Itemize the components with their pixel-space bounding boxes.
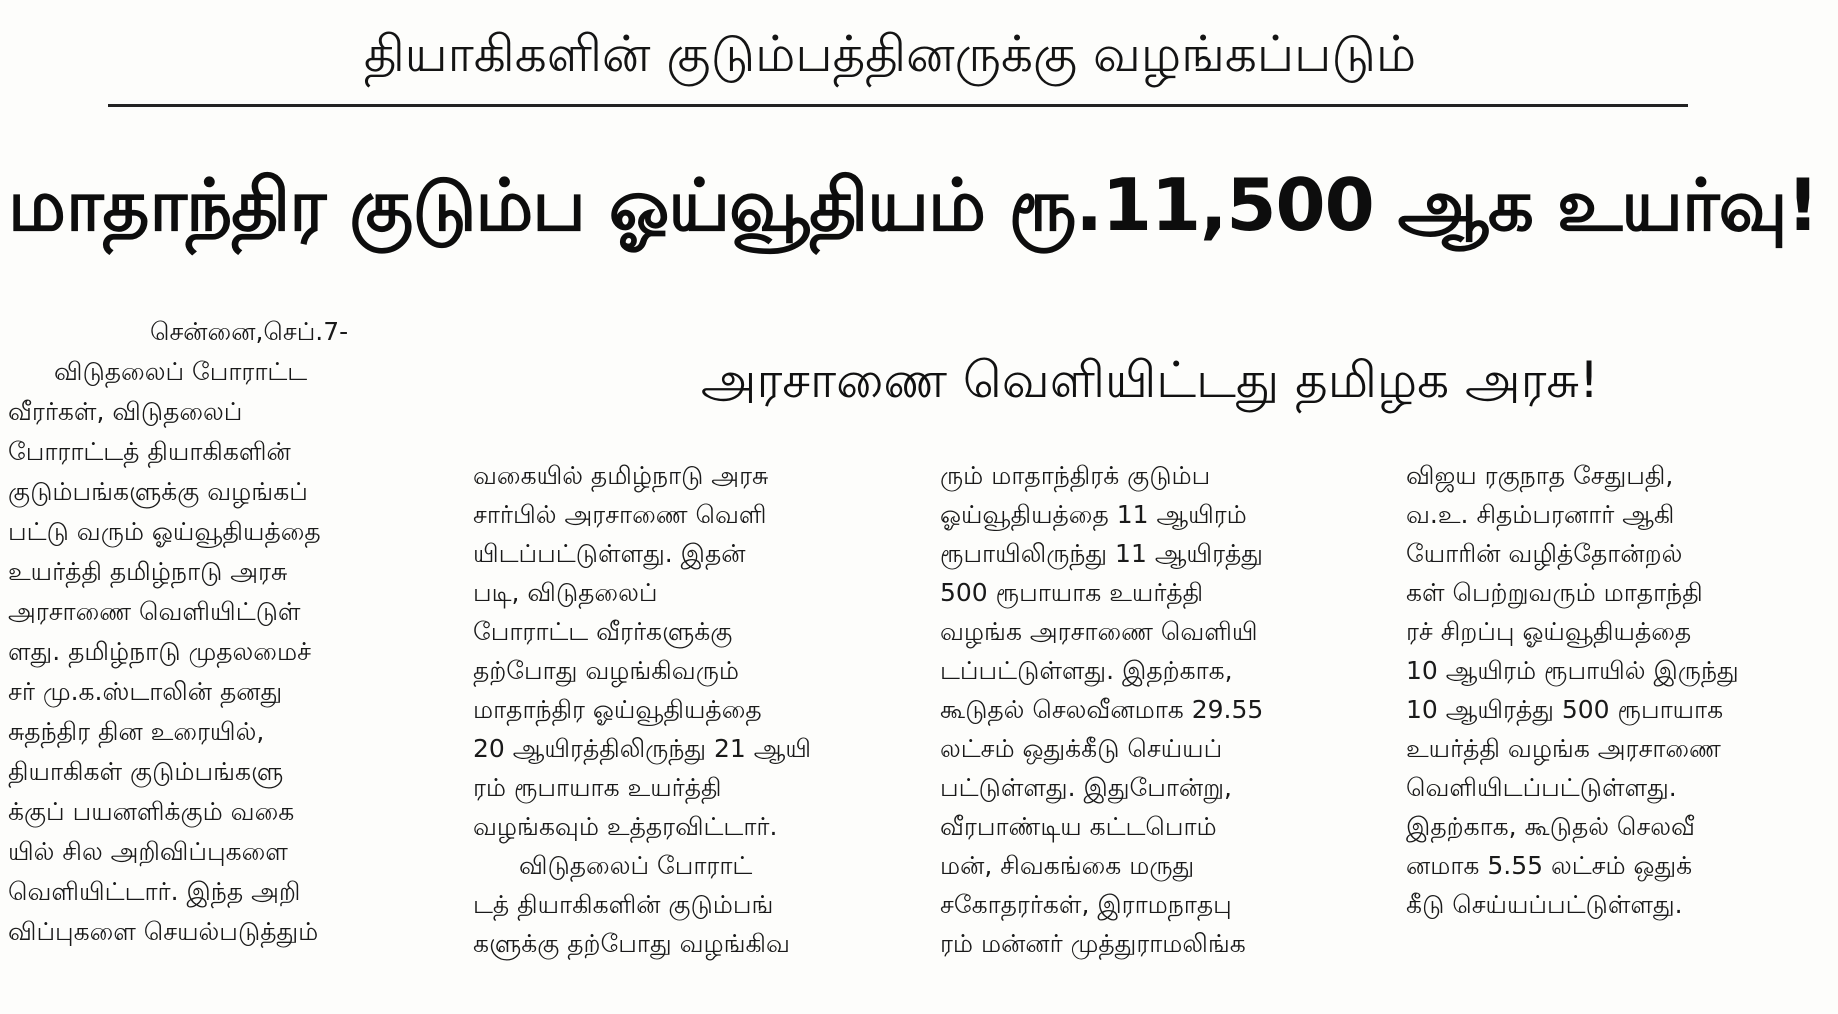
column-line: தியாகிகள் குடும்பங்களு <box>8 757 284 786</box>
article-column-2 <box>473 456 905 963</box>
column-line: வீரர்கள், விடுதலைப் <box>8 397 243 426</box>
column-line: கள் பெற்றுவரும் மாதாந்தி <box>1406 578 1703 607</box>
column-line: பட்டுள்ளது. இதுபோன்று, <box>940 773 1233 802</box>
kicker-underline <box>108 104 1688 107</box>
column-line: யோரின் வழித்தோன்றல் <box>1406 539 1683 568</box>
column-line: ரம் மன்னர் முத்துராமலிங்க <box>940 929 1246 958</box>
column-line: மாதாந்திர ஓய்வூதியத்தை <box>473 695 762 724</box>
column-line: 10 ஆயிரம் ரூபாயில் இருந்து <box>1406 656 1739 685</box>
column-line: ஓய்வூதியத்தை 11 ஆயிரம் <box>940 500 1247 529</box>
column-line: சர் மு.க.ஸ்டாலின் தனது <box>8 677 283 706</box>
column-line: கீடு செய்யப்பட்டுள்ளது. <box>1406 890 1683 919</box>
article-column-1 <box>8 352 440 952</box>
column-line: விடுதலைப் போராட்ட <box>54 357 308 386</box>
column-line: குடும்பங்களுக்கு வழங்கப் <box>8 477 308 506</box>
main-headline: மாதாந்திர குடும்ப ஓய்வூதியம் ரூ.11,500 ஆக உயர்வு! <box>8 163 1819 247</box>
column-line: க்குப் பயனளிக்கும் வகை <box>8 797 295 826</box>
column-line: அரசாணை வெளியிட்டுள் <box>8 597 301 626</box>
article-column-3 <box>940 456 1372 963</box>
column-line: னமாக 5.55 லட்சம் ஒதுக் <box>1406 851 1693 880</box>
column-line: வெளியிட்டார். இந்த அறி <box>8 877 301 906</box>
article-column-4 <box>1406 456 1838 924</box>
column-line: படி, விடுதலைப் <box>473 578 658 607</box>
dateline: சென்னை,செப்.7- <box>150 317 349 346</box>
column-line: போராட்டத் தியாகிகளின் <box>8 437 291 466</box>
column-line: 20 ஆயிரத்திலிருந்து 21 ஆயி <box>473 734 812 763</box>
column-line: ரும் மாதாந்திரக் குடும்ப <box>940 461 1211 490</box>
column-line: ளது. தமிழ்நாடு முதலமைச் <box>8 637 311 666</box>
column-line: இதற்காக, கூடுதல் செலவீ <box>1406 812 1695 841</box>
column-line: 10 ஆயிரத்து 500 ரூபாயாக <box>1406 695 1724 724</box>
kicker-headline: தியாகிகளின் குடும்பத்தினருக்கு வழங்கப்படும் <box>363 25 1417 83</box>
column-line: பட்டு வரும் ஓய்வூதியத்தை <box>8 517 321 546</box>
column-line: டப்பட்டுள்ளது. இதற்காக, <box>940 656 1233 685</box>
column-line: கூடுதல் செலவீனமாக 29.55 <box>940 695 1264 724</box>
column-line: ரூபாயிலிருந்து 11 ஆயிரத்து <box>940 539 1263 568</box>
sub-headline: அரசாணை வெளியிட்டது தமிழக அரசு! <box>700 351 1600 409</box>
column-line: சகோதரர்கள், இராமநாதபு <box>940 890 1232 919</box>
column-line: ரச் சிறப்பு ஓய்வூதியத்தை <box>1406 617 1692 646</box>
column-line: களுக்கு தற்போது வழங்கிவ <box>473 929 790 958</box>
column-line: யில் சில அறிவிப்புகளை <box>8 837 288 866</box>
column-line: ரம் ரூபாயாக உயர்த்தி <box>473 773 722 802</box>
column-line: வழங்கவும் உத்தரவிட்டார். <box>473 812 778 841</box>
column-line: டத் தியாகிகளின் குடும்பங் <box>473 890 774 919</box>
column-line: சுதந்திர தின உரையில், <box>8 717 265 746</box>
column-line: விடுதலைப் போராட் <box>519 851 753 880</box>
column-line: லட்சம் ஒதுக்கீடு செய்யப் <box>940 734 1223 763</box>
column-line: போராட்ட வீரர்களுக்கு <box>473 617 733 646</box>
column-line: மன், சிவகங்கை மருது <box>940 851 1195 880</box>
column-line: விஜய ரகுநாத சேதுபதி, <box>1406 461 1674 490</box>
column-line: வ.உ. சிதம்பரனார் ஆகி <box>1406 500 1675 529</box>
column-line: வீரபாண்டிய கட்டபொம் <box>940 812 1217 841</box>
column-line: வழங்க அரசாணை வெளியி <box>940 617 1258 646</box>
column-line: உயர்த்தி வழங்க அரசாணை <box>1406 734 1721 763</box>
column-line: விப்புகளை செயல்படுத்தும் <box>8 917 319 946</box>
column-line: தற்போது வழங்கிவரும் <box>473 656 739 685</box>
column-line: வெளியிடப்பட்டுள்ளது. <box>1406 773 1677 802</box>
column-line: யிடப்பட்டுள்ளது. இதன் <box>473 539 746 568</box>
column-line: வகையில் தமிழ்நாடு அரசு <box>473 461 769 490</box>
column-line: 500 ரூபாயாக உயர்த்தி <box>940 578 1204 607</box>
column-line: சார்பில் அரசாணை வெளி <box>473 500 767 529</box>
column-line: உயர்த்தி தமிழ்நாடு அரசு <box>8 557 288 586</box>
